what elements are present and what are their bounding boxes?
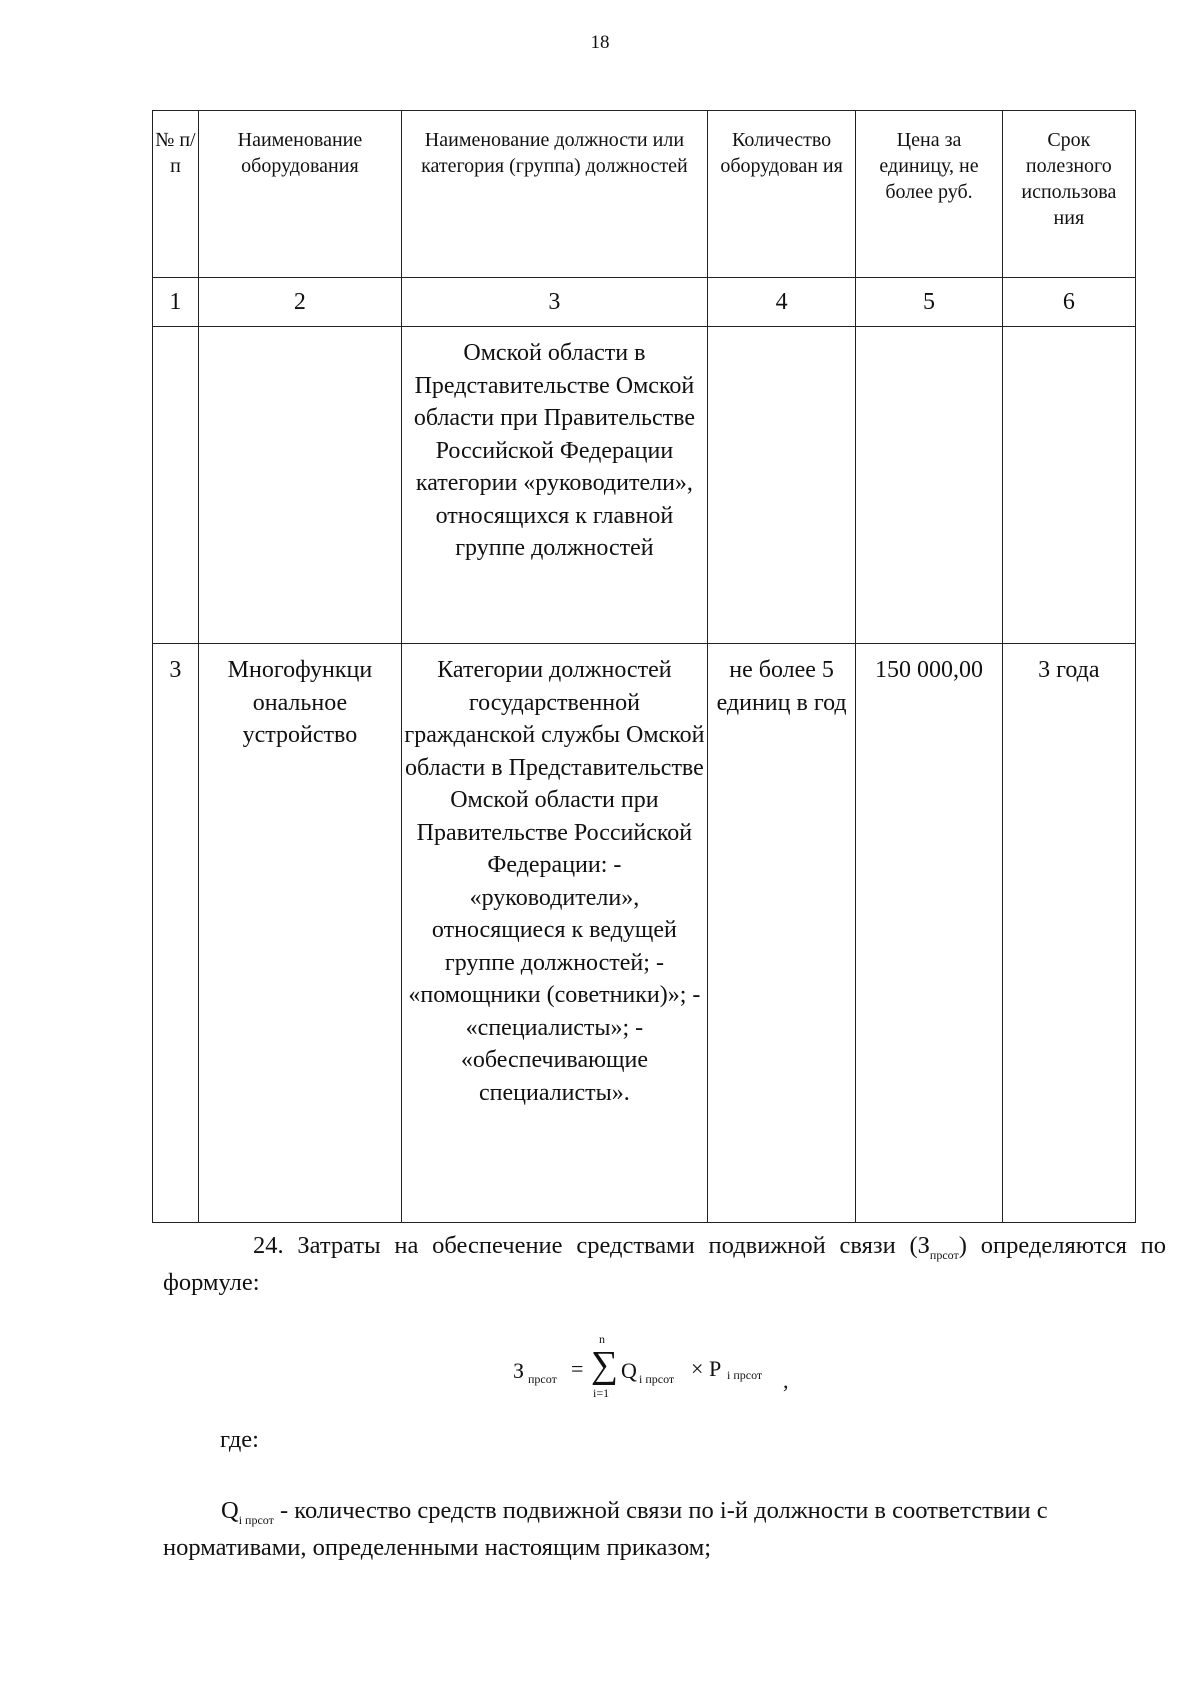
- formula-q-sub: i прсот: [639, 1372, 675, 1386]
- q-symbol: Q: [221, 1497, 239, 1524]
- formula-p: P: [709, 1356, 722, 1381]
- header-quantity: Количество оборудован ия: [707, 111, 856, 278]
- column-number: 6: [1002, 278, 1135, 327]
- formula-sigma: ∑: [591, 1344, 619, 1386]
- header-position: Наименование должности или категория (группа) должностей: [402, 111, 708, 278]
- paragraph-24-text: 24. Затраты на обеспечение средствами подвижной связи (З: [253, 1232, 930, 1259]
- paragraph-24-subscript: прсот: [929, 1247, 959, 1262]
- formula-lhs: З: [513, 1358, 525, 1383]
- cell-empty: [153, 327, 199, 644]
- header-equipment: Наименование оборудования: [198, 111, 401, 278]
- q-definition: [163, 1493, 1166, 1567]
- formula-comma: ,: [783, 1368, 789, 1393]
- formula-equals: =: [571, 1356, 584, 1381]
- header-price: Цена за единицу, не более руб.: [856, 111, 1002, 278]
- column-number: 2: [198, 278, 401, 327]
- equipment-table: [152, 110, 1136, 1223]
- header-number: № п/п: [153, 111, 199, 278]
- formula-times: ×: [691, 1356, 704, 1381]
- page-number: 18: [590, 32, 610, 53]
- formula-q: Q: [621, 1358, 637, 1383]
- column-number: 4: [707, 278, 856, 327]
- cell-empty: [707, 327, 856, 644]
- column-number-row: [153, 278, 1136, 327]
- paragraph-24-line2: определяются по формуле:: [163, 1232, 1166, 1296]
- cost-formula: [513, 1330, 833, 1410]
- q-symbol-sub: i прсот: [238, 1512, 274, 1527]
- cell-position-continued: Омской области в Представительстве Омской области при Правительстве Российской Федерации категории «руководители», относящихся к главной группе должностей: [402, 327, 708, 644]
- row-price: 150 000,00: [856, 644, 1002, 1223]
- cell-empty: [198, 327, 401, 644]
- formula-p-sub: i прсот: [727, 1368, 763, 1382]
- paragraph-24-close: ): [958, 1232, 967, 1259]
- row-category: Категории должностей государственной гражданской службы Омской области в Представительстве Омской области при Правительстве Российской Федерации: - «руководители», относящиеся к ведущей группе должностей; - «помощники (советники)»; - «специалисты»; - «обеспечивающие специалисты».: [402, 644, 708, 1223]
- column-number: 5: [856, 278, 1002, 327]
- q-definition-text: - количество средств подвижной связи по i-й должности в соответствии с нормативами, определенными настоящим приказом;: [163, 1497, 1048, 1561]
- table-row: [153, 644, 1136, 1223]
- row-number: 3: [153, 644, 199, 1223]
- cell-empty: [856, 327, 1002, 644]
- formula-upper-limit: n: [599, 1332, 605, 1346]
- where-label: где:: [220, 1426, 259, 1453]
- row-term: 3 года: [1002, 644, 1135, 1223]
- column-number: 1: [153, 278, 199, 327]
- paragraph-24: [163, 1228, 1166, 1302]
- cell-empty: [1002, 327, 1135, 644]
- table-row-continuation: [153, 327, 1136, 644]
- formula-lhs-sub: прсот: [528, 1372, 557, 1386]
- column-number: 3: [402, 278, 708, 327]
- formula-lower-limit: i=1: [593, 1386, 610, 1400]
- row-equipment: Многофункци ональное устройство: [198, 644, 401, 1223]
- table-header-row: [153, 111, 1136, 278]
- header-term: Срок полезного использова ния: [1002, 111, 1135, 278]
- row-quantity: не более 5 единиц в год: [707, 644, 856, 1223]
